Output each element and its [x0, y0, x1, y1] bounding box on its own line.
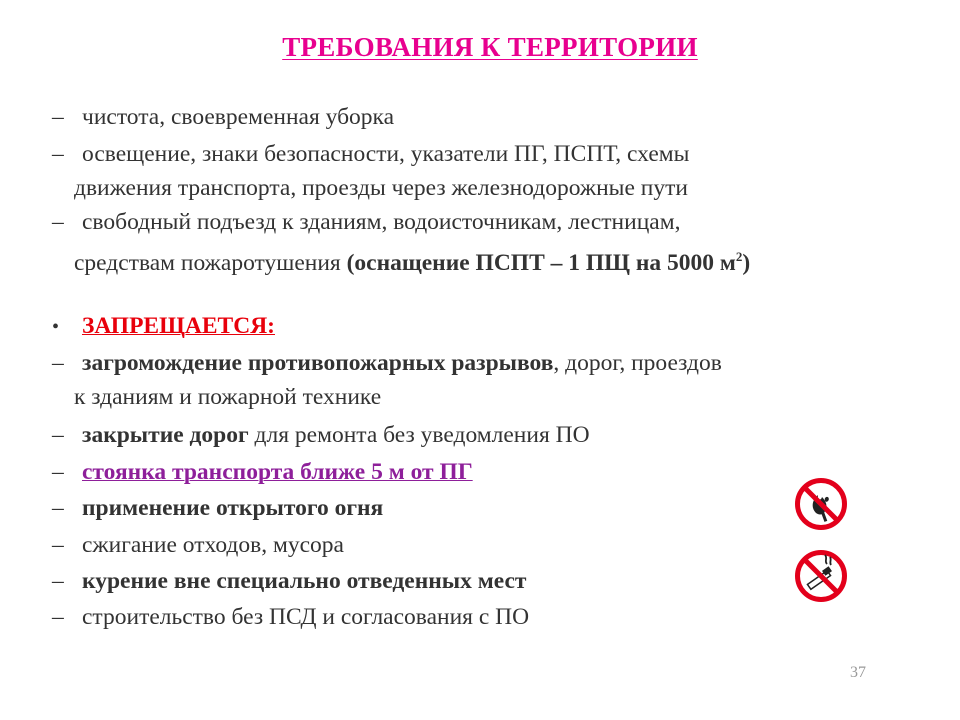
requirement-cleanliness: – чистота, своевременная уборка: [52, 104, 395, 130]
requirement-access: – свободный подъезд к зданиям, водоисточникам, лестницам,: [52, 209, 681, 235]
no-smoking-icon: [794, 549, 848, 603]
page-number: 37: [850, 664, 866, 681]
dash-marker: –: [52, 209, 64, 235]
dash-marker: –: [52, 568, 64, 594]
dash-marker: –: [52, 532, 64, 558]
dash-marker: –: [52, 141, 64, 167]
dash-marker: –: [52, 604, 64, 630]
dash-marker: –: [52, 495, 64, 521]
forbidden-item-burning-waste: – сжигание отходов, мусора: [52, 532, 344, 558]
dash-marker: –: [52, 459, 64, 485]
dash-marker: –: [52, 104, 64, 130]
parking-link[interactable]: стоянка транспорта ближе 5 м от ПГ: [82, 459, 473, 485]
forbidden-item-open-fire: – применение открытого огня: [52, 495, 384, 521]
forbidden-item-construction: – строительство без ПСД и согласования с ПО: [52, 604, 530, 630]
forbidden-item-road-closing: – закрытие дорог для ремонта без уведомления ПО: [52, 422, 590, 448]
requirement-lighting: – освещение, знаки безопасности, указатели ПГ, ПСПТ, схемы: [52, 141, 690, 167]
requirement-access-cont: средствам пожаротушения (оснащение ПСПТ – 1 ПЩ на 5000 $м^2$): [74, 249, 751, 276]
forbidden-heading: • ЗАПРЕЩАЕТСЯ:: [52, 313, 275, 339]
page-title: ТРЕБОВАНИЯ К ТЕРРИТОРИИ: [282, 32, 698, 62]
forbidden-item-blocking: – загромождение противопожарных разрывов, дорог, проездов: [52, 350, 722, 376]
forbidden-item-parking: [52, 458, 473, 486]
dash-marker: –: [52, 422, 64, 448]
no-open-fire-icon: [794, 477, 848, 531]
forbidden-item-smoking: – курение вне специально отведенных мест: [52, 568, 527, 594]
bullet-marker: •: [52, 316, 60, 338]
dash-marker: –: [52, 350, 64, 376]
forbidden-item-blocking-cont: к зданиям и пожарной технике: [74, 384, 382, 410]
requirement-lighting-cont: движения транспорта, проезды через железнодорожные пути: [74, 175, 688, 201]
